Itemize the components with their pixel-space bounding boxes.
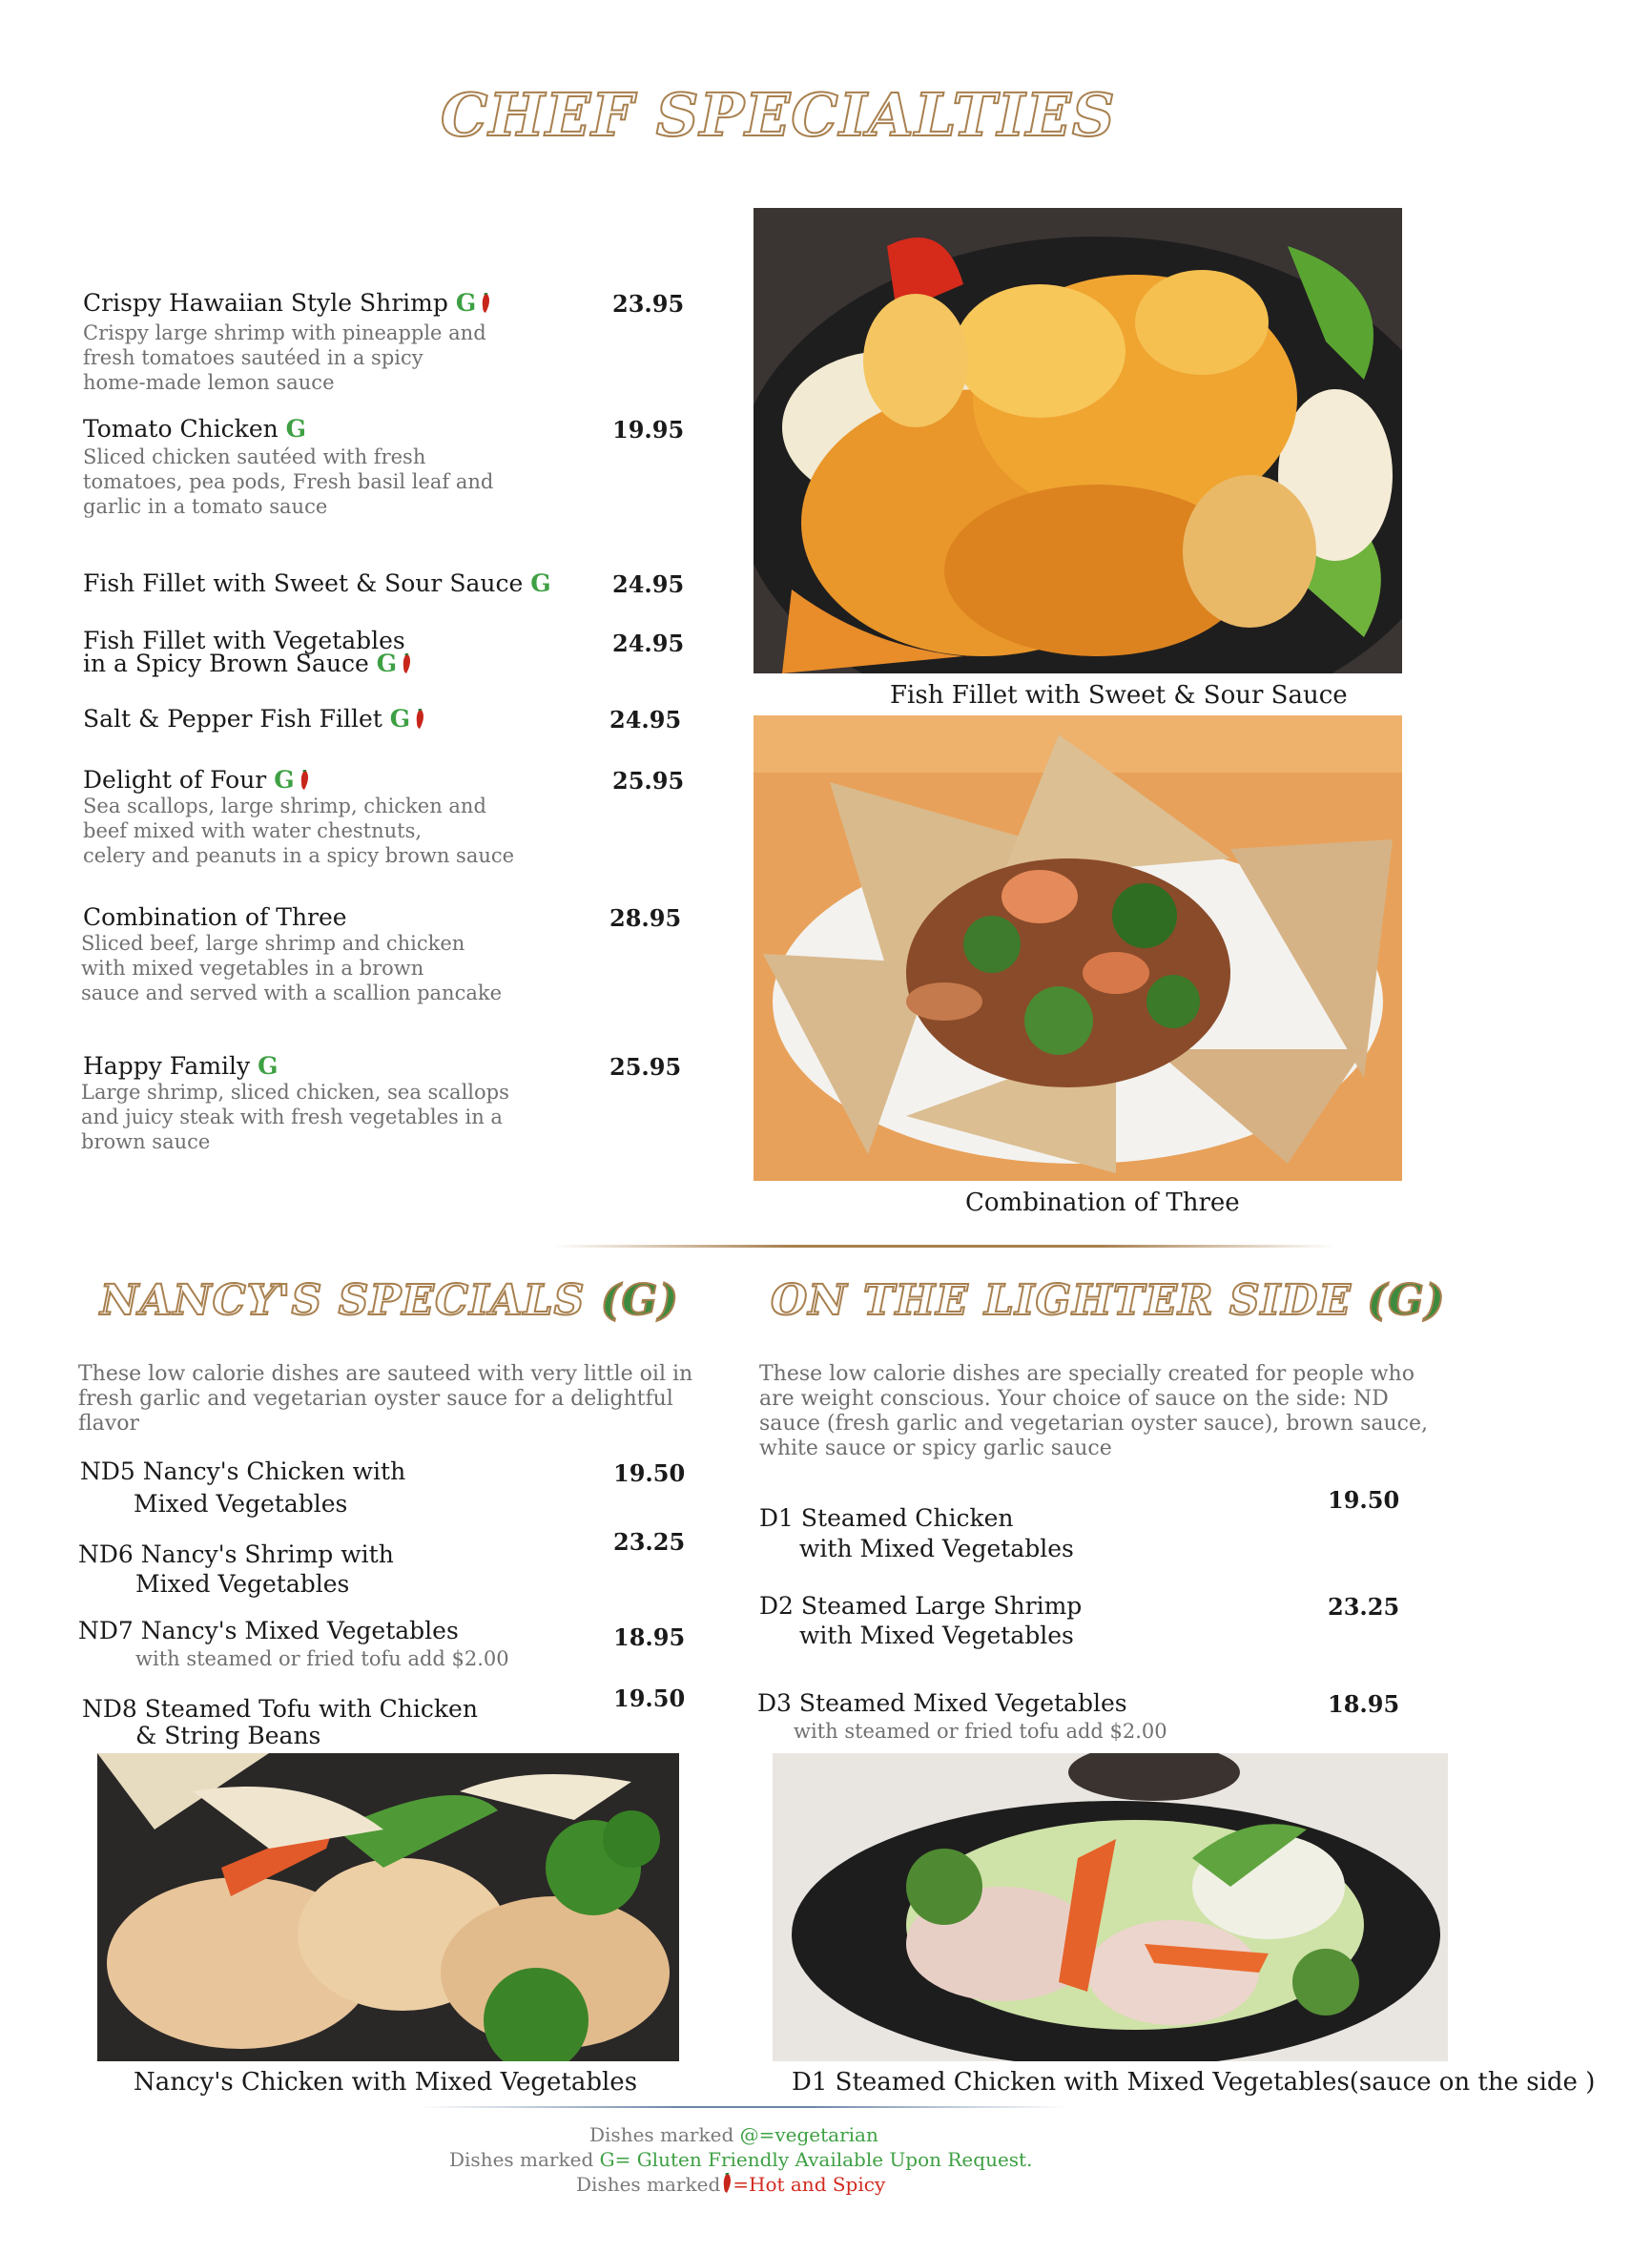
menu-item-description: Sea scallops, large shrimp, chicken and beef mixed with water chestnuts, celery and peanuts in a spicy brown sauce: [83, 795, 515, 867]
menu-item-name: [83, 904, 347, 931]
menu-item-price: 23.95: [612, 290, 685, 318]
legend-gluten-friendly: Dishes marked G= Gluten Friendly Available Upon Request.: [449, 2148, 1033, 2171]
dish-name: Delight of Four: [83, 766, 267, 794]
menu-item-price: 23.25: [613, 1528, 686, 1556]
menu-item-name: [83, 570, 551, 597]
chili-pepper-icon: [298, 770, 310, 791]
menu-item-price: 25.95: [609, 1053, 682, 1081]
menu-item-price: 24.95: [612, 630, 685, 657]
menu-item-name: D2 Steamed Large Shrimp with Mixed Vegetables: [759, 1592, 1083, 1649]
menu-item-description: with steamed or fried tofu add $2.00: [794, 1720, 1167, 1743]
menu-item-price: 24.95: [612, 570, 685, 598]
gluten-mark: G: [274, 766, 295, 794]
footer-divider: [420, 2106, 1068, 2108]
dish-name: Combination of Three: [83, 903, 347, 931]
menu-item-description: with steamed or fried tofu add $2.00: [135, 1647, 509, 1670]
menu-item-name: ND5 Nancy's Chicken with Mixed Vegetables: [80, 1457, 406, 1518]
dish-name-line2: in a Spicy Brown Sauce: [83, 650, 369, 677]
menu-item-price: 18.95: [1328, 1690, 1400, 1718]
menu-item-name: [83, 290, 491, 317]
menu-item-price: 19.95: [612, 416, 685, 444]
menu-item-description: Sliced chicken sautéed with fresh tomatoes, pea pods, Fresh basil leaf and garlic in a tomato sauce: [83, 445, 494, 518]
photo-caption: D1 Steamed Chicken with Mixed Vegetables(sauce on the side ): [792, 2068, 1596, 2097]
menu-item-name: [83, 1053, 278, 1080]
chili-pepper-icon: [479, 293, 491, 314]
section-divider: [553, 1245, 1335, 1248]
chili-pepper-icon: [400, 653, 412, 674]
steamed-chicken-photo: [773, 1753, 1448, 2061]
menu-item-price: 28.95: [609, 904, 682, 932]
menu-item-name: ND7 Nancy's Mixed Vegetables: [78, 1617, 459, 1644]
dish-name: Tomato Chicken: [83, 415, 279, 443]
chef-specialties-title: CHEF SPECIALTIES: [441, 80, 1116, 150]
chili-pepper-icon: [413, 709, 425, 730]
lighter-side-title: ON THE LIGHTER SIDE (G): [771, 1276, 1446, 1325]
menu-item-price: 19.50: [613, 1685, 686, 1712]
photo-caption: Combination of Three: [965, 1189, 1240, 1217]
menu-item-name: D3 Steamed Mixed Vegetables: [757, 1689, 1127, 1717]
chili-pepper-icon: [720, 2173, 733, 2194]
fish-fillet-photo: [754, 208, 1402, 673]
menu-item-price: 18.95: [613, 1623, 686, 1651]
dish-name: Fish Fillet with Sweet & Sour Sauce: [83, 569, 524, 597]
photo-caption: Fish Fillet with Sweet & Sour Sauce: [890, 681, 1348, 710]
menu-item-description: Crispy large shrimp with pineapple and fresh tomatoes sautéed in a spicy home-made lemon sauce: [83, 321, 486, 394]
menu-item-name: [83, 767, 310, 794]
dish-name: Fish Fillet with Vegetables: [83, 627, 405, 654]
nancys-specials-title: NANCY'S SPECIALS (G): [100, 1276, 679, 1325]
menu-item-name: ND8 Steamed Tofu with Chicken & String Beans: [82, 1695, 478, 1749]
menu-item-description: Sliced beef, large shrimp and chicken with mixed vegetables in a brown sauce and served with a scallion pancake: [81, 932, 502, 1004]
dish-name: Crispy Hawaiian Style Shrimp: [83, 289, 448, 317]
menu-item-description: Large shrimp, sliced chicken, sea scallops and juicy steak with fresh vegetables in a brown sauce: [81, 1081, 509, 1153]
menu-item-name: D1 Steamed Chicken with Mixed Vegetables: [759, 1504, 1074, 1562]
menu-item-name: [83, 627, 412, 677]
gluten-mark: G: [389, 705, 411, 733]
menu-item-price: 25.95: [612, 767, 685, 795]
gluten-mark: G: [285, 415, 307, 443]
menu-item-name: [83, 706, 425, 733]
gluten-mark: G: [530, 569, 551, 597]
menu-item-price: 19.50: [1328, 1486, 1400, 1514]
menu-item-name: [83, 416, 306, 443]
nancys-chicken-photo: [97, 1753, 679, 2061]
photo-caption: Nancy's Chicken with Mixed Vegetables: [134, 2068, 638, 2097]
gluten-mark: G: [258, 1052, 279, 1080]
combination-of-three-photo: [754, 715, 1402, 1181]
lighter-side-intro: These low calorie dishes are specially created for people who are weight conscious. Your choice of sauce on the side: ND sauce (fresh garlic and vegetarian oyster sauce), brown sauce, white sauce or spicy garlic sauce: [759, 1362, 1428, 1460]
legend-vegetarian: Dishes marked @=vegetarian: [589, 2123, 878, 2146]
menu-item-price: 19.50: [613, 1459, 686, 1487]
dish-name: Salt & Pepper Fish Fillet: [83, 705, 382, 733]
gluten-mark: G: [376, 650, 398, 677]
gluten-mark: G: [455, 289, 477, 317]
dish-name: Happy Family: [83, 1052, 251, 1080]
nancys-specials-intro: These low calorie dishes are sauteed with very little oil in fresh garlic and vegetarian oyster sauce for a delightful flavor: [78, 1362, 693, 1436]
menu-item-name: ND6 Nancy's Shrimp with Mixed Vegetables: [78, 1540, 394, 1598]
legend-hot-spicy: Dishes marked =Hot and Spicy: [576, 2173, 886, 2196]
menu-item-price: 23.25: [1328, 1593, 1400, 1621]
menu-item-price: 24.95: [609, 706, 682, 734]
